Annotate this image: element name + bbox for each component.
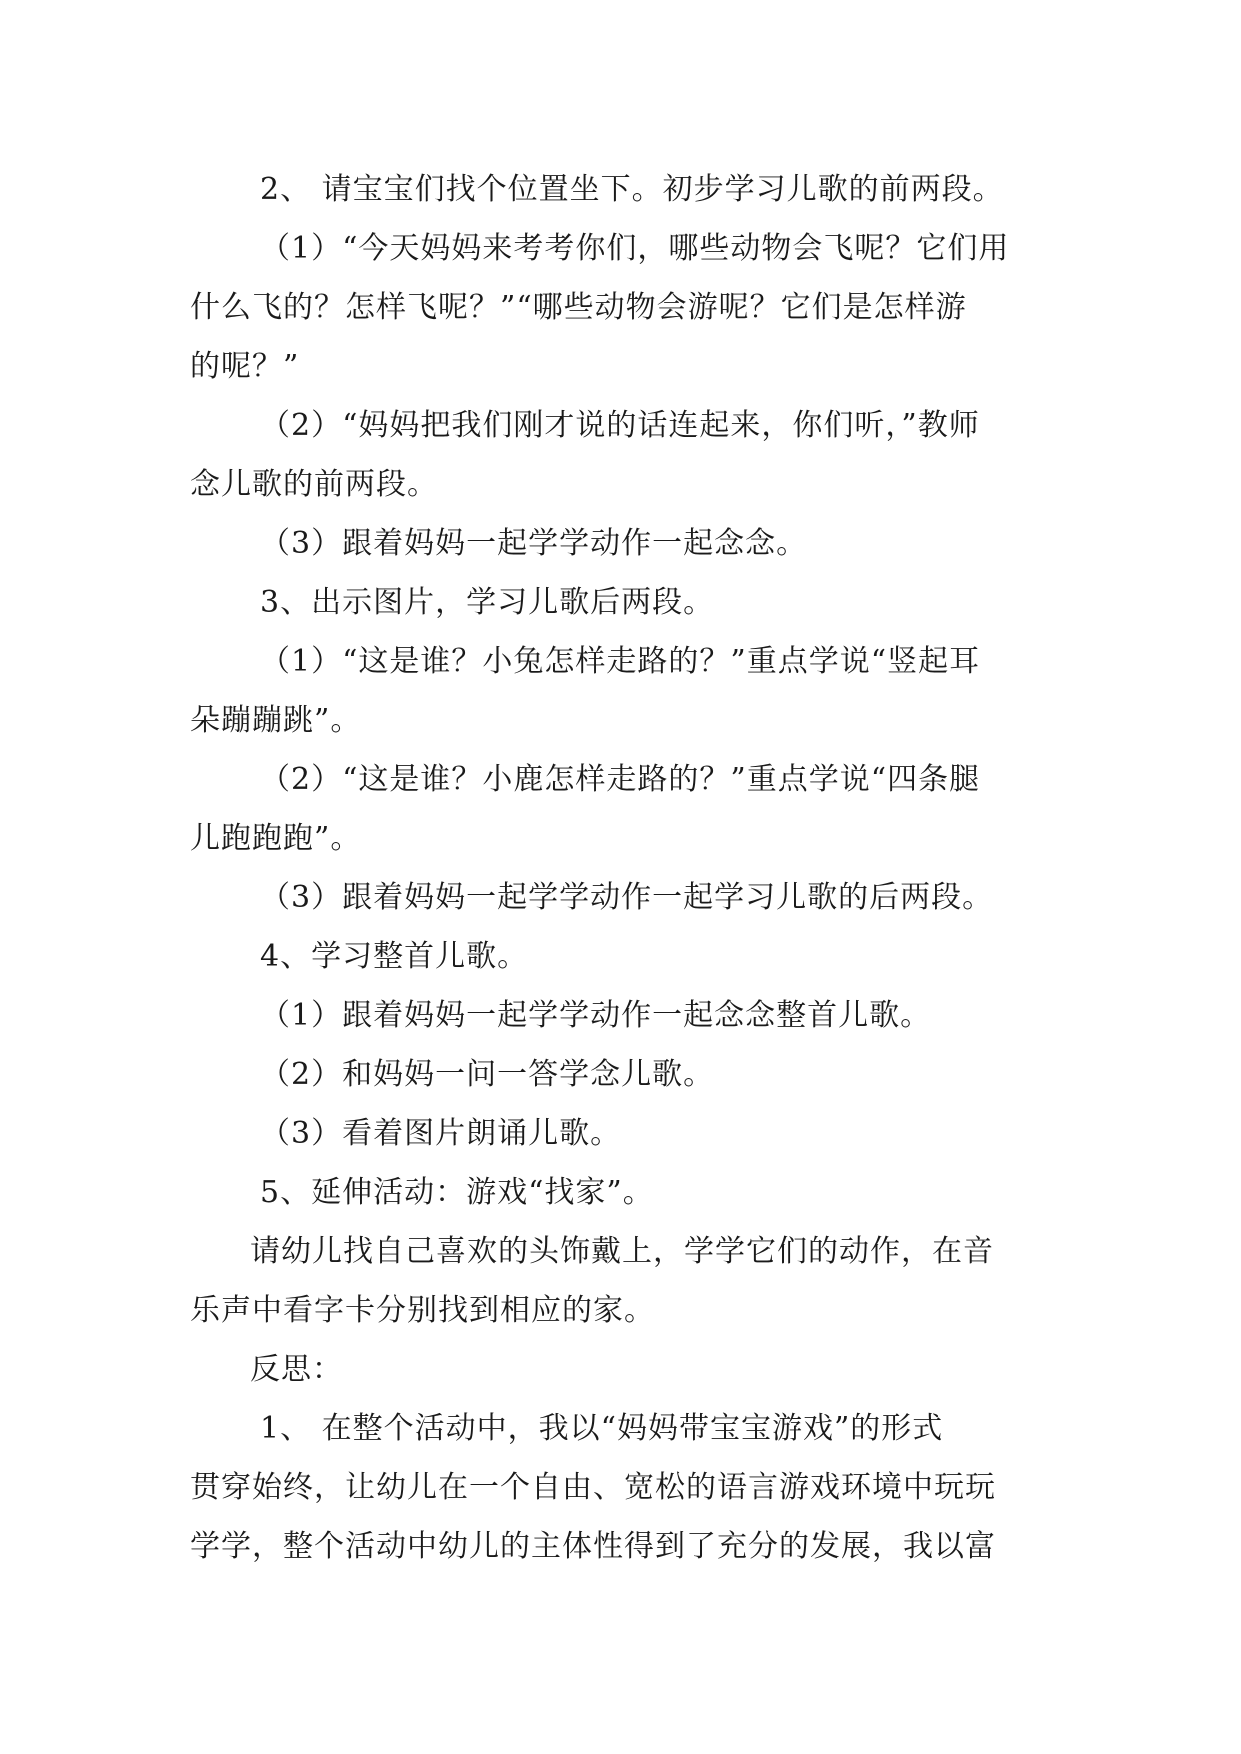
reflection-heading: 反思：: [250, 1352, 343, 1387]
paragraph-line: （3）看着图片朗诵儿歌。: [260, 1116, 622, 1151]
paragraph-line: 贯穿始终，让幼儿在一个自由、宽松的语言游戏环境中玩玩: [190, 1470, 996, 1505]
paragraph-line: 1、 在整个活动中，我以“妈妈带宝宝游戏”的形式: [260, 1411, 944, 1446]
step-2-heading: 2、 请宝宝们找个位置坐下。初步学习儿歌的前两段。: [260, 172, 1004, 207]
paragraph-line: （1）“这是谁？小兔怎样走路的？”重点学说“竖起耳: [260, 644, 981, 679]
paragraph-line: 乐声中看字卡分别找到相应的家。: [190, 1293, 655, 1328]
paragraph-line: （3）跟着妈妈一起学学动作一起学习儿歌的后两段。: [260, 880, 994, 915]
paragraph-line: （2）“这是谁？小鹿怎样走路的？”重点学说“四条腿: [260, 762, 981, 797]
paragraph-line: 朵蹦蹦跳”。: [190, 703, 362, 738]
step-4-heading: 4、学习整首儿歌。: [260, 939, 529, 974]
paragraph-line: 学学，整个活动中幼儿的主体性得到了充分的发展，我以富: [190, 1529, 996, 1564]
paragraph-line: （3）跟着妈妈一起学学动作一起念念。: [260, 526, 808, 561]
step-3-heading: 3、出示图片，学习儿歌后两段。: [260, 585, 715, 620]
paragraph-line: 的呢？”: [190, 349, 300, 384]
paragraph-line: 什么飞的？怎样飞呢？”“哪些动物会游呢？它们是怎样游: [190, 290, 967, 325]
paragraph-line: 请幼儿找自己喜欢的头饰戴上，学学它们的动作，在音: [250, 1234, 994, 1269]
paragraph-line: （2）和妈妈一问一答学念儿歌。: [260, 1057, 715, 1092]
document-body: [190, 160, 1070, 1576]
step-5-heading: 5、延伸活动：游戏“找家”。: [260, 1175, 654, 1210]
paragraph-line: （2）“妈妈把我们刚才说的话连起来，你们听，”教师: [260, 408, 980, 443]
paragraph-line: 儿跑跑跑”。: [190, 821, 362, 856]
paragraph-line: （1）跟着妈妈一起学学动作一起念念整首儿歌。: [260, 998, 932, 1033]
paragraph-line: （1）“今天妈妈来考考你们，哪些动物会飞呢？它们用: [260, 231, 1010, 266]
paragraph-line: 念儿歌的前两段。: [190, 467, 438, 502]
